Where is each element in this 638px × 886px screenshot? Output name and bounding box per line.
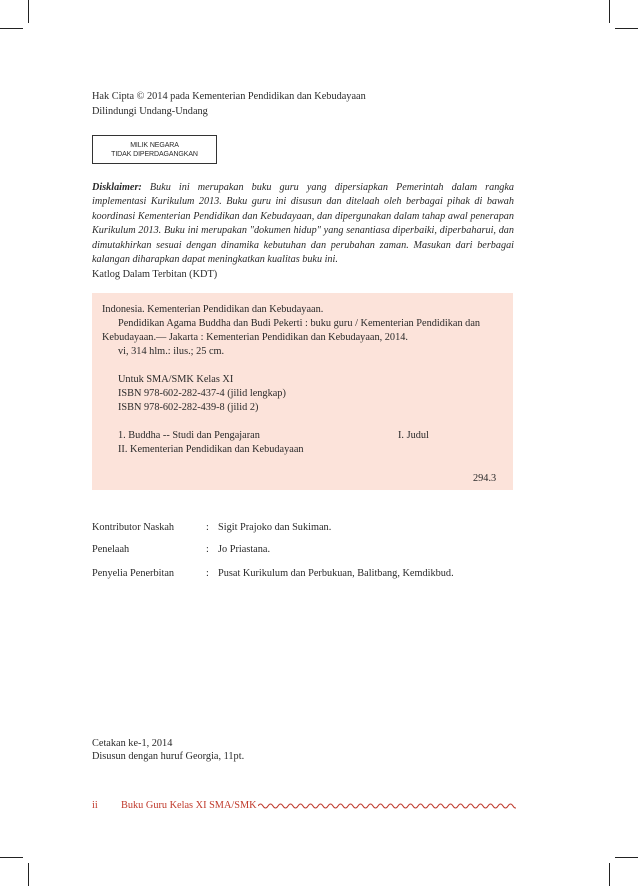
credit-value: Pusat Kurikulum dan Perbukuan, Balitbang, Kemdikbud.	[218, 568, 454, 579]
credit-value: Jo Priastana.	[218, 544, 271, 555]
protected-line: Dilindungi Undang-Undang	[92, 106, 208, 117]
kdt-line-5: Untuk SMA/SMK Kelas XI	[118, 374, 234, 385]
crop-mark	[609, 0, 610, 23]
running-footer-title: Buku Guru Kelas XI SMA/SMK	[121, 800, 257, 811]
crop-mark	[609, 863, 610, 886]
credit-label: Kontributor Naskah	[92, 522, 175, 533]
page-number: ii	[92, 800, 98, 811]
crop-mark	[615, 28, 638, 29]
credit-value: Sigit Prajoko dan Sukiman.	[218, 522, 332, 533]
kdt-isbn-1: ISBN 978-602-282-437-4 (jilid lengkap)	[118, 388, 286, 399]
kdt-title-entry: I. Judul	[398, 430, 429, 441]
crop-mark	[615, 857, 638, 858]
kdt-line-4: vi, 314 hlm.: ilus.; 25 cm.	[118, 346, 225, 357]
kdt-heading: Katlog Dalam Terbitan (KDT)	[92, 269, 218, 280]
font-note-line: Disusun dengan huruf Georgia, 11pt.	[92, 751, 245, 762]
kdt-line-3: Kebudayaan.— Jakarta : Kementerian Pendidikan dan Kebudayaan, 2014.	[102, 332, 408, 343]
edition-line: Cetakan ke-1, 2014	[92, 738, 173, 749]
disclaimer-label: Disklaimer:	[92, 182, 142, 193]
credit-separator: :	[206, 544, 209, 555]
copyright-line: Hak Cipta © 2014 pada Kementerian Pendidikan dan Kebudayaan	[92, 91, 366, 102]
stamp-line-2: TIDAK DIPERDAGANGKAN	[111, 151, 198, 158]
crop-mark	[0, 28, 23, 29]
credit-label: Penelaah	[92, 544, 130, 555]
crop-mark	[28, 863, 29, 886]
not-for-sale-stamp	[92, 135, 217, 164]
kdt-subject-1: 1. Buddha -- Studi dan Pengajaran	[118, 430, 260, 441]
kdt-classification: 294.3	[473, 473, 497, 484]
kdt-line-2: Pendidikan Agama Buddha dan Budi Pekerti : buku guru / Kementerian Pendidikan dan	[118, 318, 481, 329]
credit-separator: :	[206, 568, 209, 579]
kdt-line-1: Indonesia. Kementerian Pendidikan dan Kebudayaan.	[102, 304, 324, 315]
credit-separator: :	[206, 522, 209, 533]
kdt-isbn-2: ISBN 978-602-282-439-8 (jilid 2)	[118, 402, 259, 413]
stamp-line-1: MILIK NEGARA	[130, 142, 179, 149]
kdt-subject-2: II. Kementerian Pendidikan dan Kebudayaan	[118, 444, 304, 455]
crop-mark	[28, 0, 29, 23]
credit-label: Penyelia Penerbitan	[92, 568, 175, 579]
disclaimer	[92, 181, 514, 267]
disclaimer-text: Buku ini merupakan buku guru yang dipersiapkan Pemerintah dalam rangka implementasi Kurikulum 2013. Buku guru ini disusun dan ditelaah oleh berbagai pihak di bawah koordinasi Kementerian Pendidikan dan Kebudayaan, dan dipergunakan dalam tahap awal penerapan Kurikulum 2013. Buku ini merupakan "dokumen hidup" yang senantiasa diperbaiki, diperbaharui, dan dimutakhirkan sesuai dengan dinamika kebutuhan dan perubahan zaman. Masukan dari berbagai kalangan diharapkan dapat meningkatkan kualitas buku ini.	[92, 182, 514, 266]
crop-mark	[0, 857, 23, 858]
decorative-wave	[258, 799, 516, 811]
kdt-box	[92, 293, 513, 490]
